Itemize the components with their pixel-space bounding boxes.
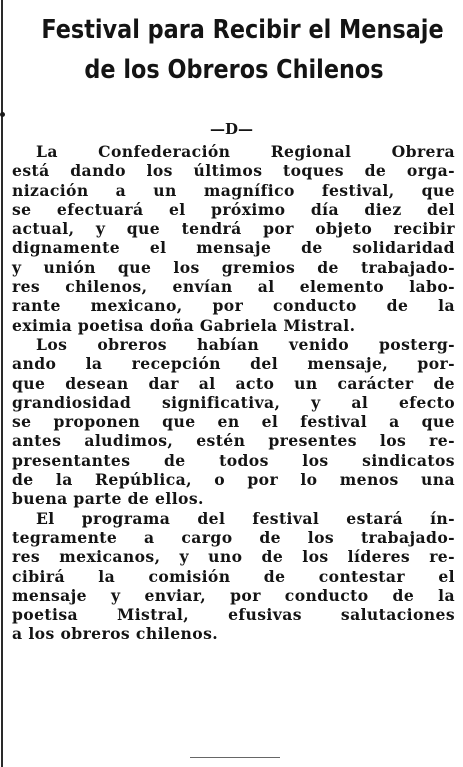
article-line: grandiosidad significativa, y al efecto xyxy=(12,392,455,412)
headline-line-1: Festival para Recibir el Mensaje xyxy=(41,15,444,45)
article-line: La Confederación Regional Obrera xyxy=(36,142,455,161)
headline-line-2: de los Obreros Chilenos xyxy=(84,55,384,85)
article-line: ando la recepción del mensaje, por- xyxy=(12,354,455,374)
article-line: El programa del festival estará ín- xyxy=(36,508,455,528)
article-line: se proponen que en el festival a que xyxy=(12,412,455,432)
article-line: tegramente a cargo de los trabajado- xyxy=(12,527,455,547)
article-line: que desean dar al acto un carácter de xyxy=(12,373,455,393)
section-separator: —D— xyxy=(209,120,253,138)
headline xyxy=(41,10,444,90)
article-line: buena parte de ellos. xyxy=(12,489,204,509)
article-line: actual, y que tendrá por objeto recibir xyxy=(12,219,455,239)
article-line: está dando los últimos toques de orga- xyxy=(12,161,455,181)
article-line: antes aludimos, estén presentes los re- xyxy=(12,431,455,451)
article-line: de la República, o por lo menos una xyxy=(12,470,455,490)
article-body xyxy=(12,142,455,644)
article-line: res mexicanos, y uno de los líderes re- xyxy=(12,547,455,567)
article-line: mensaje y enviar, por conducto de la xyxy=(12,585,455,605)
article-line: a los obreros chilenos. xyxy=(12,624,219,644)
article-line: Los obreros habían venido posterg- xyxy=(36,334,455,354)
ink-mark xyxy=(0,112,5,117)
article-line: res chilenos, envían al elemento labo- xyxy=(12,277,455,297)
article-line: cibirá la comisión de contestar el xyxy=(12,566,455,586)
article-line: y unión que los gremios de trabajado- xyxy=(12,257,455,277)
article-line: eximia poetisa doña Gabriela Mistral. xyxy=(12,315,356,335)
article-line: poetisa Mistral, efusivas salutaciones xyxy=(12,605,455,625)
article-line: se efectuará el próximo día diez del xyxy=(12,199,455,219)
end-rule xyxy=(190,757,280,758)
article-line: rante mexicano, por conducto de la xyxy=(12,296,455,316)
article-line: presentantes de todos los sindicatos xyxy=(12,450,455,470)
article-line: dignamente el mensaje de solidaridad xyxy=(12,238,455,258)
article-line: nización a un magnífico festival, que xyxy=(12,180,455,200)
